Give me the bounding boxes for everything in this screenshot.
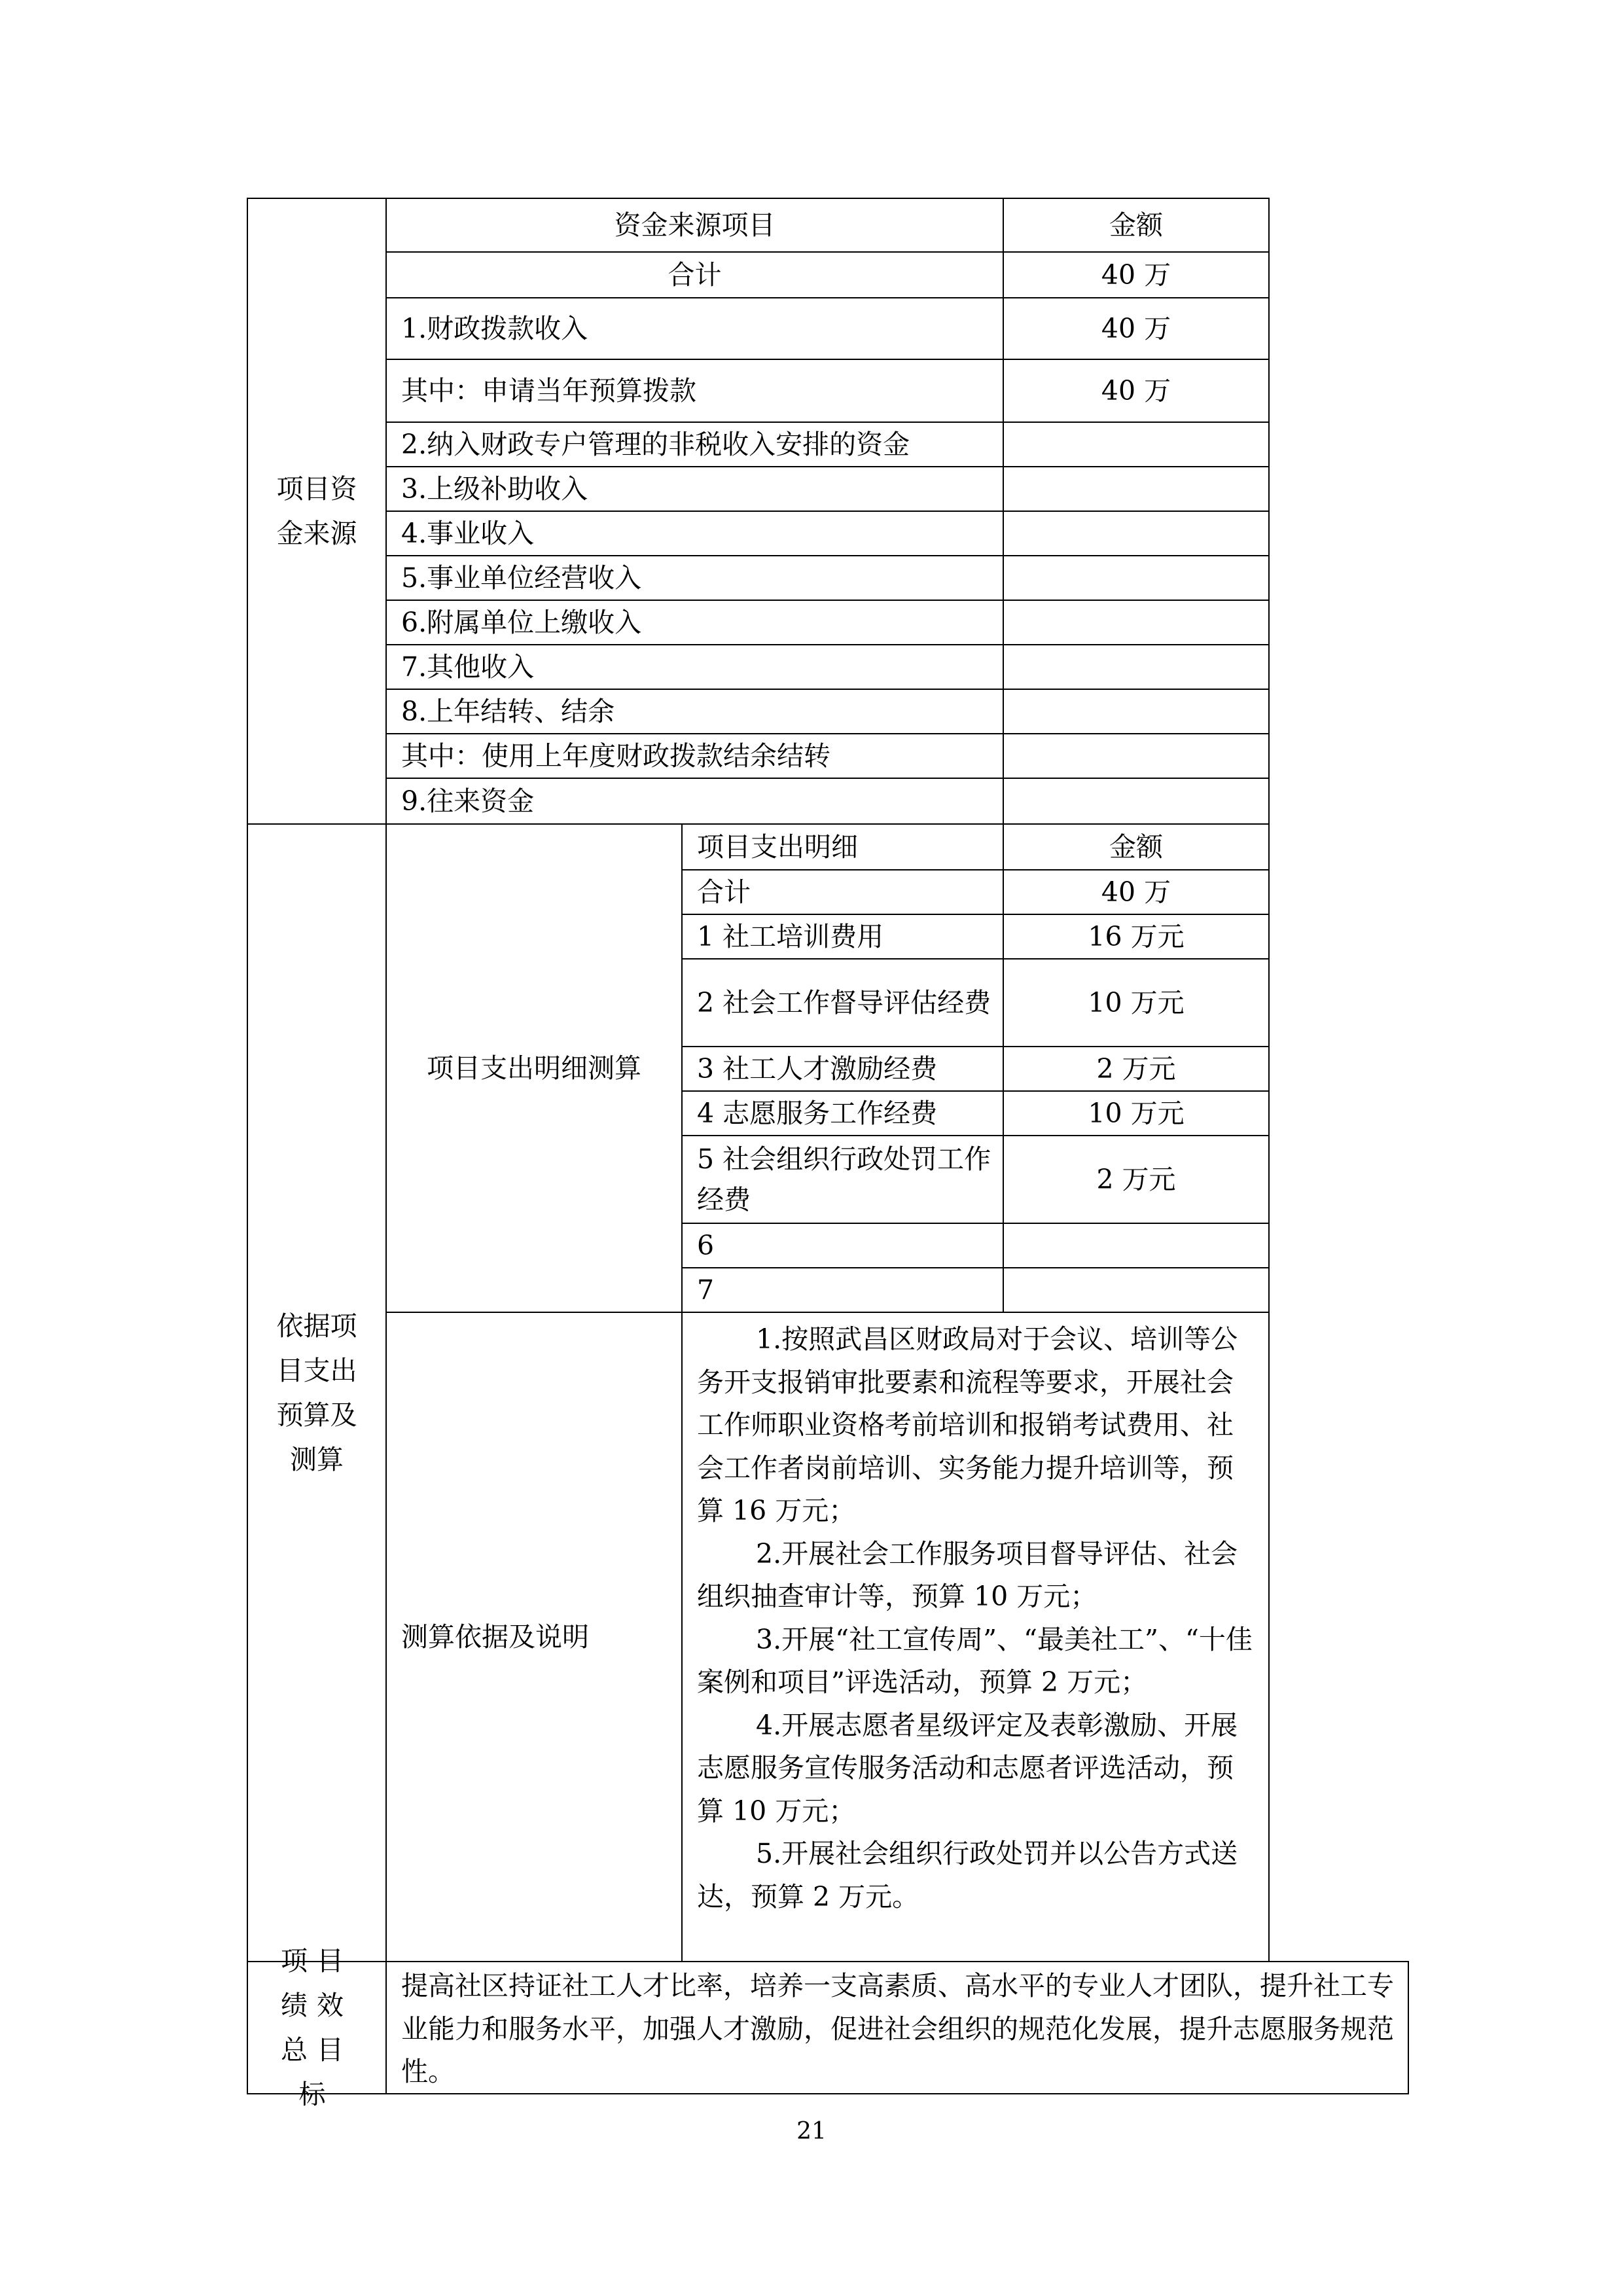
budget-row-amount: 16 万元 xyxy=(1003,914,1270,960)
basis-paragraph: 1.按照武昌区财政局对于会议、培训等公务开支报销审批要素和流程等要求，开展社会工作师职业资格考前培训和报销考试费用、社会工作者岗前培训、实务能力提升培训等，预算 16 万元； xyxy=(697,1323,1238,1526)
budget-detail-label: 项目支出明细测算 xyxy=(385,823,683,1313)
funding-row-item: 8.上年结转、结余 xyxy=(385,689,1004,734)
funding-row-item: 9.往来资金 xyxy=(385,778,1004,825)
budget-row-item: 合计 xyxy=(681,869,1004,915)
funding-row-item: 1.财政拨款收入 xyxy=(385,297,1004,360)
performance-section-label xyxy=(247,1945,387,2110)
funding-row-amount xyxy=(1003,689,1270,734)
funding-row-amount xyxy=(1003,555,1270,601)
funding-row-amount: 40 万 xyxy=(1003,359,1270,423)
budget-row-item: 1 社工培训费用 xyxy=(681,914,1004,960)
budget-row-item: 3 社工人才激励经费 xyxy=(681,1046,1004,1092)
performance-text xyxy=(385,1961,1409,2094)
funding-section-label-text: 项目资金来源 xyxy=(276,473,357,549)
budget-section-label xyxy=(247,823,387,1962)
funding-row-amount xyxy=(1003,600,1270,645)
page-number: 21 xyxy=(796,2118,827,2145)
budget-basis-label: 测算依据及说明 xyxy=(385,1312,683,1962)
basis-paragraph: 5.开展社会组织行政处罚并以公告方式送达，预算 2 万元。 xyxy=(697,1838,1238,1912)
funding-row-item: 6.附属单位上缴收入 xyxy=(385,600,1004,645)
budget-row-item xyxy=(681,958,1004,1047)
budget-row-item-text: 5 社会组织行政处罚工作经费 xyxy=(697,1143,991,1215)
budget-row-item xyxy=(681,1135,1004,1224)
performance-section-label-text: 项目绩效总目标 xyxy=(281,1945,353,2110)
funding-row-item: 2.纳入财政专户管理的非税收入安排的资金 xyxy=(385,422,1004,467)
funding-row-amount xyxy=(1003,778,1270,825)
funding-row-item: 合计 xyxy=(385,251,1004,298)
funding-section-label xyxy=(247,198,387,825)
funding-row-item: 7.其他收入 xyxy=(385,644,1004,690)
budget-header-amount: 金额 xyxy=(1003,823,1270,870)
funding-row-item: 4.事业收入 xyxy=(385,511,1004,556)
budget-row-item: 7 xyxy=(681,1267,1004,1313)
budget-row-amount xyxy=(1003,1267,1270,1313)
funding-row-amount xyxy=(1003,644,1270,690)
funding-row-item: 5.事业单位经营收入 xyxy=(385,555,1004,601)
funding-row-amount: 40 万 xyxy=(1003,297,1270,360)
budget-row-item-text: 2 社会工作督导评估经费 xyxy=(697,987,991,1018)
funding-row-item: 其中：使用上年度财政拨款结余结转 xyxy=(385,733,1004,779)
funding-row-amount xyxy=(1003,511,1270,556)
funding-row-amount xyxy=(1003,422,1270,467)
funding-row-amount: 40 万 xyxy=(1003,251,1270,298)
budget-row-amount xyxy=(1003,1223,1270,1268)
budget-row-amount: 2 万元 xyxy=(1003,1135,1270,1224)
budget-row-amount: 10 万元 xyxy=(1003,1090,1270,1136)
funding-header-amount: 金额 xyxy=(1003,198,1270,253)
basis-paragraph: 3.开展“社工宣传周”、“最美社工”、“十佳案例和项目”评选活动，预算 2 万元； xyxy=(697,1623,1253,1698)
funding-row-item: 其中：申请当年预算拨款 xyxy=(385,359,1004,423)
budget-row-amount: 2 万元 xyxy=(1003,1046,1270,1092)
funding-header-item: 资金来源项目 xyxy=(385,198,1004,253)
funding-row-amount xyxy=(1003,466,1270,512)
budget-row-item: 6 xyxy=(681,1223,1004,1268)
budget-row-amount: 40 万 xyxy=(1003,869,1270,915)
budget-section-label-text: 依据项目支出预算及测算 xyxy=(276,1310,357,1475)
budget-row-amount: 10 万元 xyxy=(1003,958,1270,1047)
funding-row-item: 3.上级补助收入 xyxy=(385,466,1004,512)
funding-row-amount xyxy=(1003,733,1270,779)
budget-row-item: 4 志愿服务工作经费 xyxy=(681,1090,1004,1136)
performance-text-content: 提高社区持证社工人才比率，培养一支高素质、高水平的专业人才团队，提升社工专业能力和服务水平，加强人才激励，促进社会组织的规范化发展，提升志愿服务规范性。 xyxy=(401,1970,1394,2087)
budget-basis-text xyxy=(681,1312,1270,1962)
budget-header-item: 项目支出明细 xyxy=(681,823,1004,870)
basis-paragraph: 2.开展社会工作服务项目督导评估、社会组织抽查审计等，预算 10 万元； xyxy=(697,1537,1238,1612)
basis-paragraph: 4.开展志愿者星级评定及表彰激励、开展志愿服务宣传服务活动和志愿者评选活动，预算 10 万元； xyxy=(697,1709,1238,1827)
